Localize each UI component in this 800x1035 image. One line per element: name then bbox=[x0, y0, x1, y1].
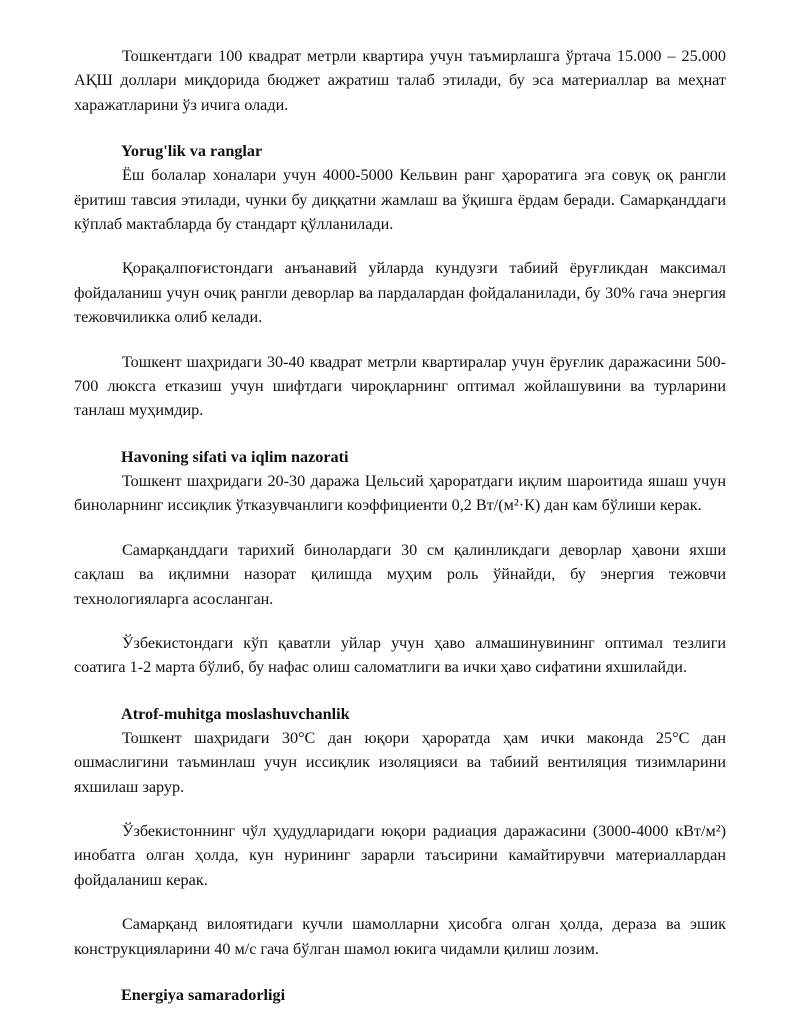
air-paragraph-1: Тошкент шаҳридаги 20-30 даража Цельсий ҳароратдаги иқлим шароитида яшаш учун биноларнинг иссиқлик ўтказувчанлиги коэффициенти 0,2 Вт/(м²·К) дан кам бўлиши керак. bbox=[74, 471, 726, 515]
lighting-paragraph-3: Тошкент шаҳридаги 30-40 квадрат метрли квартиралар учун ёруғлик даражасини 500-700 люксга етказиш учун шифтдаги чироқларнинг оптимал жойлашувини ва турларини танлаш муҳимдир. bbox=[74, 352, 726, 420]
heading-air-quality: Havoning sifati va iqlim nazorati bbox=[121, 447, 349, 466]
environment-paragraph-1: Тошкент шаҳридаги 30°С дан юқори ҳароратда ҳам ички маконда 25°С дан ошмаслигини таъминлаш учун иссиқлик изоляцияси ва табиий вентиляция тизимларини яхшилаш зарур. bbox=[74, 728, 726, 796]
intro-paragraph: Тошкентдаги 100 квадрат метрли квартира учун таъмирлашга ўртача 15.000 – 25.000 АҚШ доллари миқдорида бюджет ажратиш талаб этилади, бу эса материаллар ва меҳнат харажатларини ўз ичига олади. bbox=[74, 47, 726, 114]
lighting-paragraph-2: Қорақалпоғистондаги анъанавий уйларда кундузги табиий ёруғликдан максимал фойдаланиш учун очиқ рангли деворлар ва пардалардан фойдаланилади, бу 30% гача энергия тежовчиликка олиб келади. bbox=[74, 259, 726, 327]
air-paragraph-2: Самарқанддаги тарихий бинолардаги 30 см қалинликдаги деворлар ҳавони яхши сақлаш ва иқлимни назорат қилишда муҳим роль ўйнайди, бу энергия тежовчи технологияларга асосланган. bbox=[74, 540, 726, 608]
lighting-paragraph-1: Ёш болалар хоналари учун 4000-5000 Кельвин ранг ҳароратига эга совуқ оқ рангли ёритиш тавсия этилади, чунки бу диққатни жамлаш ва ўқишга ёрдам беради. Самарқанддаги кўплаб мактабларда бу стандарт қўлланилади. bbox=[74, 166, 726, 234]
environment-paragraph-3: Самарқанд вилоятидаги кучли шамолларни ҳисобга олган ҳолда, дераза ва эшик конструкцияларини 40 м/с гача бўлган шамол юкига чидамли қилиш лозим. bbox=[74, 915, 726, 958]
air-paragraph-3: Ўзбекистондаги кўп қаватли уйлар учун ҳаво алмашинувининг оптимал тезлиги соатига 1-2 марта бўлиб, бу нафас олиш саломатлиги ва ички ҳаво сифатини яхшилайди. bbox=[74, 633, 726, 677]
heading-environment: Atrof-muhitga moslashuvchanlik bbox=[121, 704, 350, 723]
heading-energy: Energiya samaradorligi bbox=[121, 985, 286, 1004]
environment-paragraph-2: Ўзбекистоннинг чўл ҳудудларидаги юқори радиация даражасини (3000-4000 кВт/м²) инобатга олган ҳолда, кун нурининг зарарли таъсирини камайтирувчи материаллардан фойдаланиш керак. bbox=[74, 821, 726, 889]
heading-lighting: Yorug'lik va ranglar bbox=[121, 142, 263, 161]
